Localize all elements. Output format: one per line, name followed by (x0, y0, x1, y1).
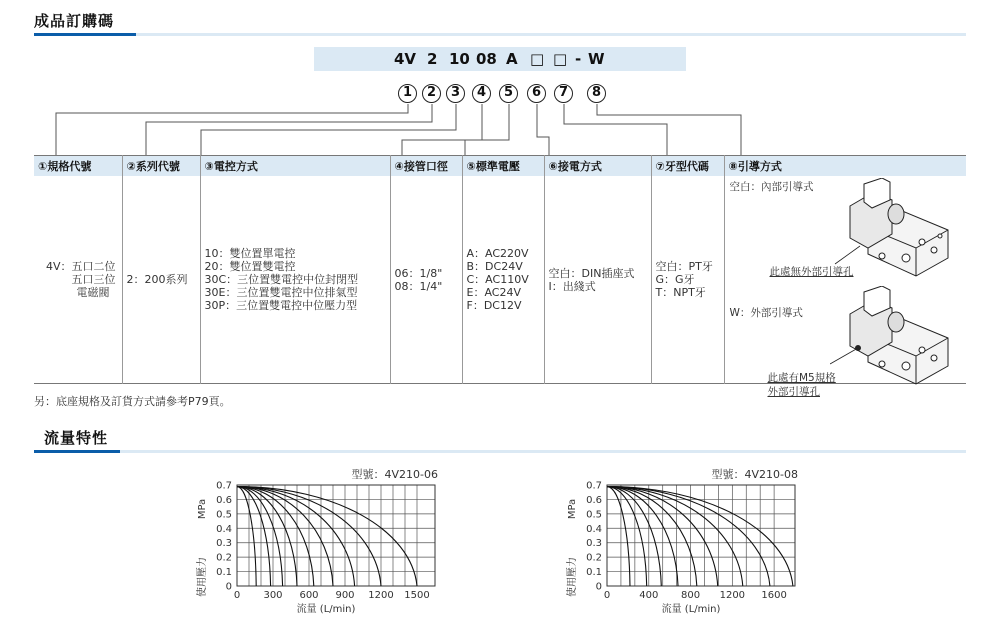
cell-control-type (200, 176, 390, 384)
code-part-port: 08 (476, 50, 497, 68)
chart-y-tick-label: 0.4 (216, 523, 232, 535)
cell-line: A：AC220V (466, 247, 529, 260)
code-part-connection: □ (530, 50, 545, 68)
chart-curve (237, 487, 283, 586)
cell-line: F：DC12V (466, 299, 522, 312)
code-part-pilot: W (588, 50, 605, 68)
chart-x-axis-label: 流量 (L/min) (296, 604, 356, 615)
chart-x-tick-label: 1500 (404, 590, 430, 601)
code-part-thread: □ (553, 50, 568, 68)
chart-y-tick-label: 0.5 (586, 509, 602, 521)
chart-curve (607, 487, 678, 586)
chart-curve (237, 487, 314, 586)
cell-line: I：出綫式 (548, 279, 596, 293)
chart-y-tick-label: 0.6 (586, 494, 602, 506)
chart-curve (607, 487, 697, 586)
chart-y-unit-label: MPa (567, 498, 578, 520)
cell-line: 五口三位 (71, 273, 116, 286)
code-part-dash: - (575, 50, 582, 68)
chart-y-tick-label: 0.6 (216, 494, 232, 506)
flow-chart-4v210-08 (555, 462, 855, 627)
chart-title: 型號：4V210-08 (711, 468, 798, 481)
chart-x-tick-label: 1200 (368, 590, 394, 601)
chart-x-tick-label: 0 (603, 590, 611, 601)
section-title-order-code: 成品訂購碼 (34, 12, 115, 30)
chart-y-tick-label: 0 (225, 581, 232, 593)
cell-line: 10：雙位置單電控 (204, 247, 296, 260)
chart-y-tick-label: 0.2 (216, 552, 232, 564)
code-part-control: 10 (449, 50, 470, 68)
header-thread: ⑦牙型代碼 (651, 156, 724, 177)
pilot-internal-callout: 此處無外部引導孔 (769, 266, 854, 278)
cell-line: 30E：三位置雙電控中位排氣型 (204, 286, 358, 299)
chart-y-tick-label: 0.1 (586, 567, 602, 579)
cell-line: 30C：三位置雙電控中位封閉型 (204, 273, 359, 286)
chart-x-tick-label: 1200 (719, 590, 746, 601)
chart-curve (607, 487, 770, 586)
chart-x-tick-label: 300 (263, 590, 283, 601)
cell-line: 空白：DIN插座式 (548, 266, 635, 280)
code-part-series: 2 (427, 50, 438, 68)
code-index-4: 4 (472, 84, 491, 103)
cell-line: 20：雙位置雙電控 (204, 260, 296, 273)
pilot-external-callout-1: 此處有M5規格 (767, 372, 836, 384)
chart-curve (607, 487, 630, 586)
header-pilot: ⑧引導方式 (724, 156, 966, 177)
flow-chart-4v210-06 (180, 462, 480, 627)
cell-line: 空白：PT牙 (655, 260, 713, 273)
pilot-external-label: W：外部引導式 (729, 307, 803, 319)
cell-spec-code (34, 176, 122, 384)
chart-curve (237, 487, 417, 586)
section-divider (34, 450, 966, 453)
code-part-voltage: A (506, 50, 518, 68)
header-port-size: ④接管口徑 (390, 156, 462, 177)
chart-x-tick-label: 900 (335, 590, 355, 601)
chart-y-axis-label: 使用壓力 (567, 557, 578, 597)
chart-y-tick-label: 0.3 (586, 538, 602, 550)
header-series-code: ②系列代號 (122, 156, 200, 177)
cell-series-code (122, 176, 200, 384)
valve-internal-pilot-drawing (830, 178, 970, 278)
code-index-8: 8 (587, 84, 606, 103)
chart-x-tick-label: 0 (233, 590, 241, 601)
table-row (34, 176, 966, 384)
cell-line: E：AC24V (466, 286, 521, 299)
pilot-internal-label: 空白：內部引導式 (729, 181, 814, 193)
chart-x-tick-label: 600 (299, 590, 319, 601)
header-connection: ⑥接電方式 (544, 156, 651, 177)
code-index-6: 6 (527, 84, 546, 103)
header-spec-code: ①規格代號 (34, 156, 122, 177)
section-title-flow: 流量特性 (44, 429, 109, 447)
pilot-external-callout-2: 外部引導孔 (767, 386, 820, 398)
code-part-4v: 4V (394, 50, 417, 68)
code-index-1: 1 (398, 84, 417, 103)
cell-line: G：G牙 (655, 273, 695, 286)
chart-curve (237, 487, 256, 586)
chart-y-tick-label: 0.7 (216, 480, 232, 492)
cell-line: 4V：五口二位 (45, 260, 116, 273)
chart-y-axis-label: 使用壓力 (197, 557, 208, 597)
chart-y-tick-label: 0.5 (216, 509, 232, 521)
chart-title: 型號：4V210-06 (351, 468, 438, 481)
chart-y-tick-label: 0.1 (216, 567, 232, 579)
code-index-2: 2 (422, 84, 441, 103)
chart-y-tick-label: 0.2 (586, 552, 602, 564)
chart-x-axis-label: 流量 (L/min) (661, 604, 721, 615)
code-index-7: 7 (554, 84, 573, 103)
cell-line: 06：1/8" (394, 266, 443, 280)
cell-line: 08：1/4" (394, 279, 443, 293)
cell-connection (544, 176, 651, 384)
table-footnote: 另：底座規格及訂貨方式請參考P79頁。 (34, 395, 231, 408)
chart-y-unit-label: MPa (197, 498, 208, 520)
chart-x-tick-label: 400 (639, 590, 659, 601)
cell-thread (651, 176, 724, 384)
cell-line: C：AC110V (466, 273, 529, 286)
code-index-3: 3 (446, 84, 465, 103)
chart-y-tick-label: 0.7 (586, 480, 602, 492)
cell-line: T：NPT牙 (655, 286, 706, 299)
cell-line: 2：200系列 (126, 273, 188, 286)
order-code-table (34, 155, 966, 398)
cell-line: B：DC24V (466, 260, 523, 273)
chart-y-tick-label: 0.3 (216, 538, 232, 550)
header-control-type: ③電控方式 (200, 156, 390, 177)
cell-line: 30P：三位置雙電控中位壓力型 (204, 299, 358, 312)
chart-x-tick-label: 800 (681, 590, 701, 601)
valve-external-pilot-drawing (830, 286, 970, 390)
chart-y-tick-label: 0 (595, 581, 602, 593)
header-voltage: ⑤標準電壓 (462, 156, 544, 177)
cell-line: 電磁閥 (76, 286, 110, 299)
chart-x-tick-label: 1600 (761, 590, 787, 601)
code-connector-lines (0, 0, 1000, 160)
code-index-5: 5 (499, 84, 518, 103)
table-header-row (34, 156, 966, 177)
chart-y-tick-label: 0.4 (586, 523, 602, 535)
cell-port-size (390, 176, 462, 384)
cell-voltage (462, 176, 544, 384)
